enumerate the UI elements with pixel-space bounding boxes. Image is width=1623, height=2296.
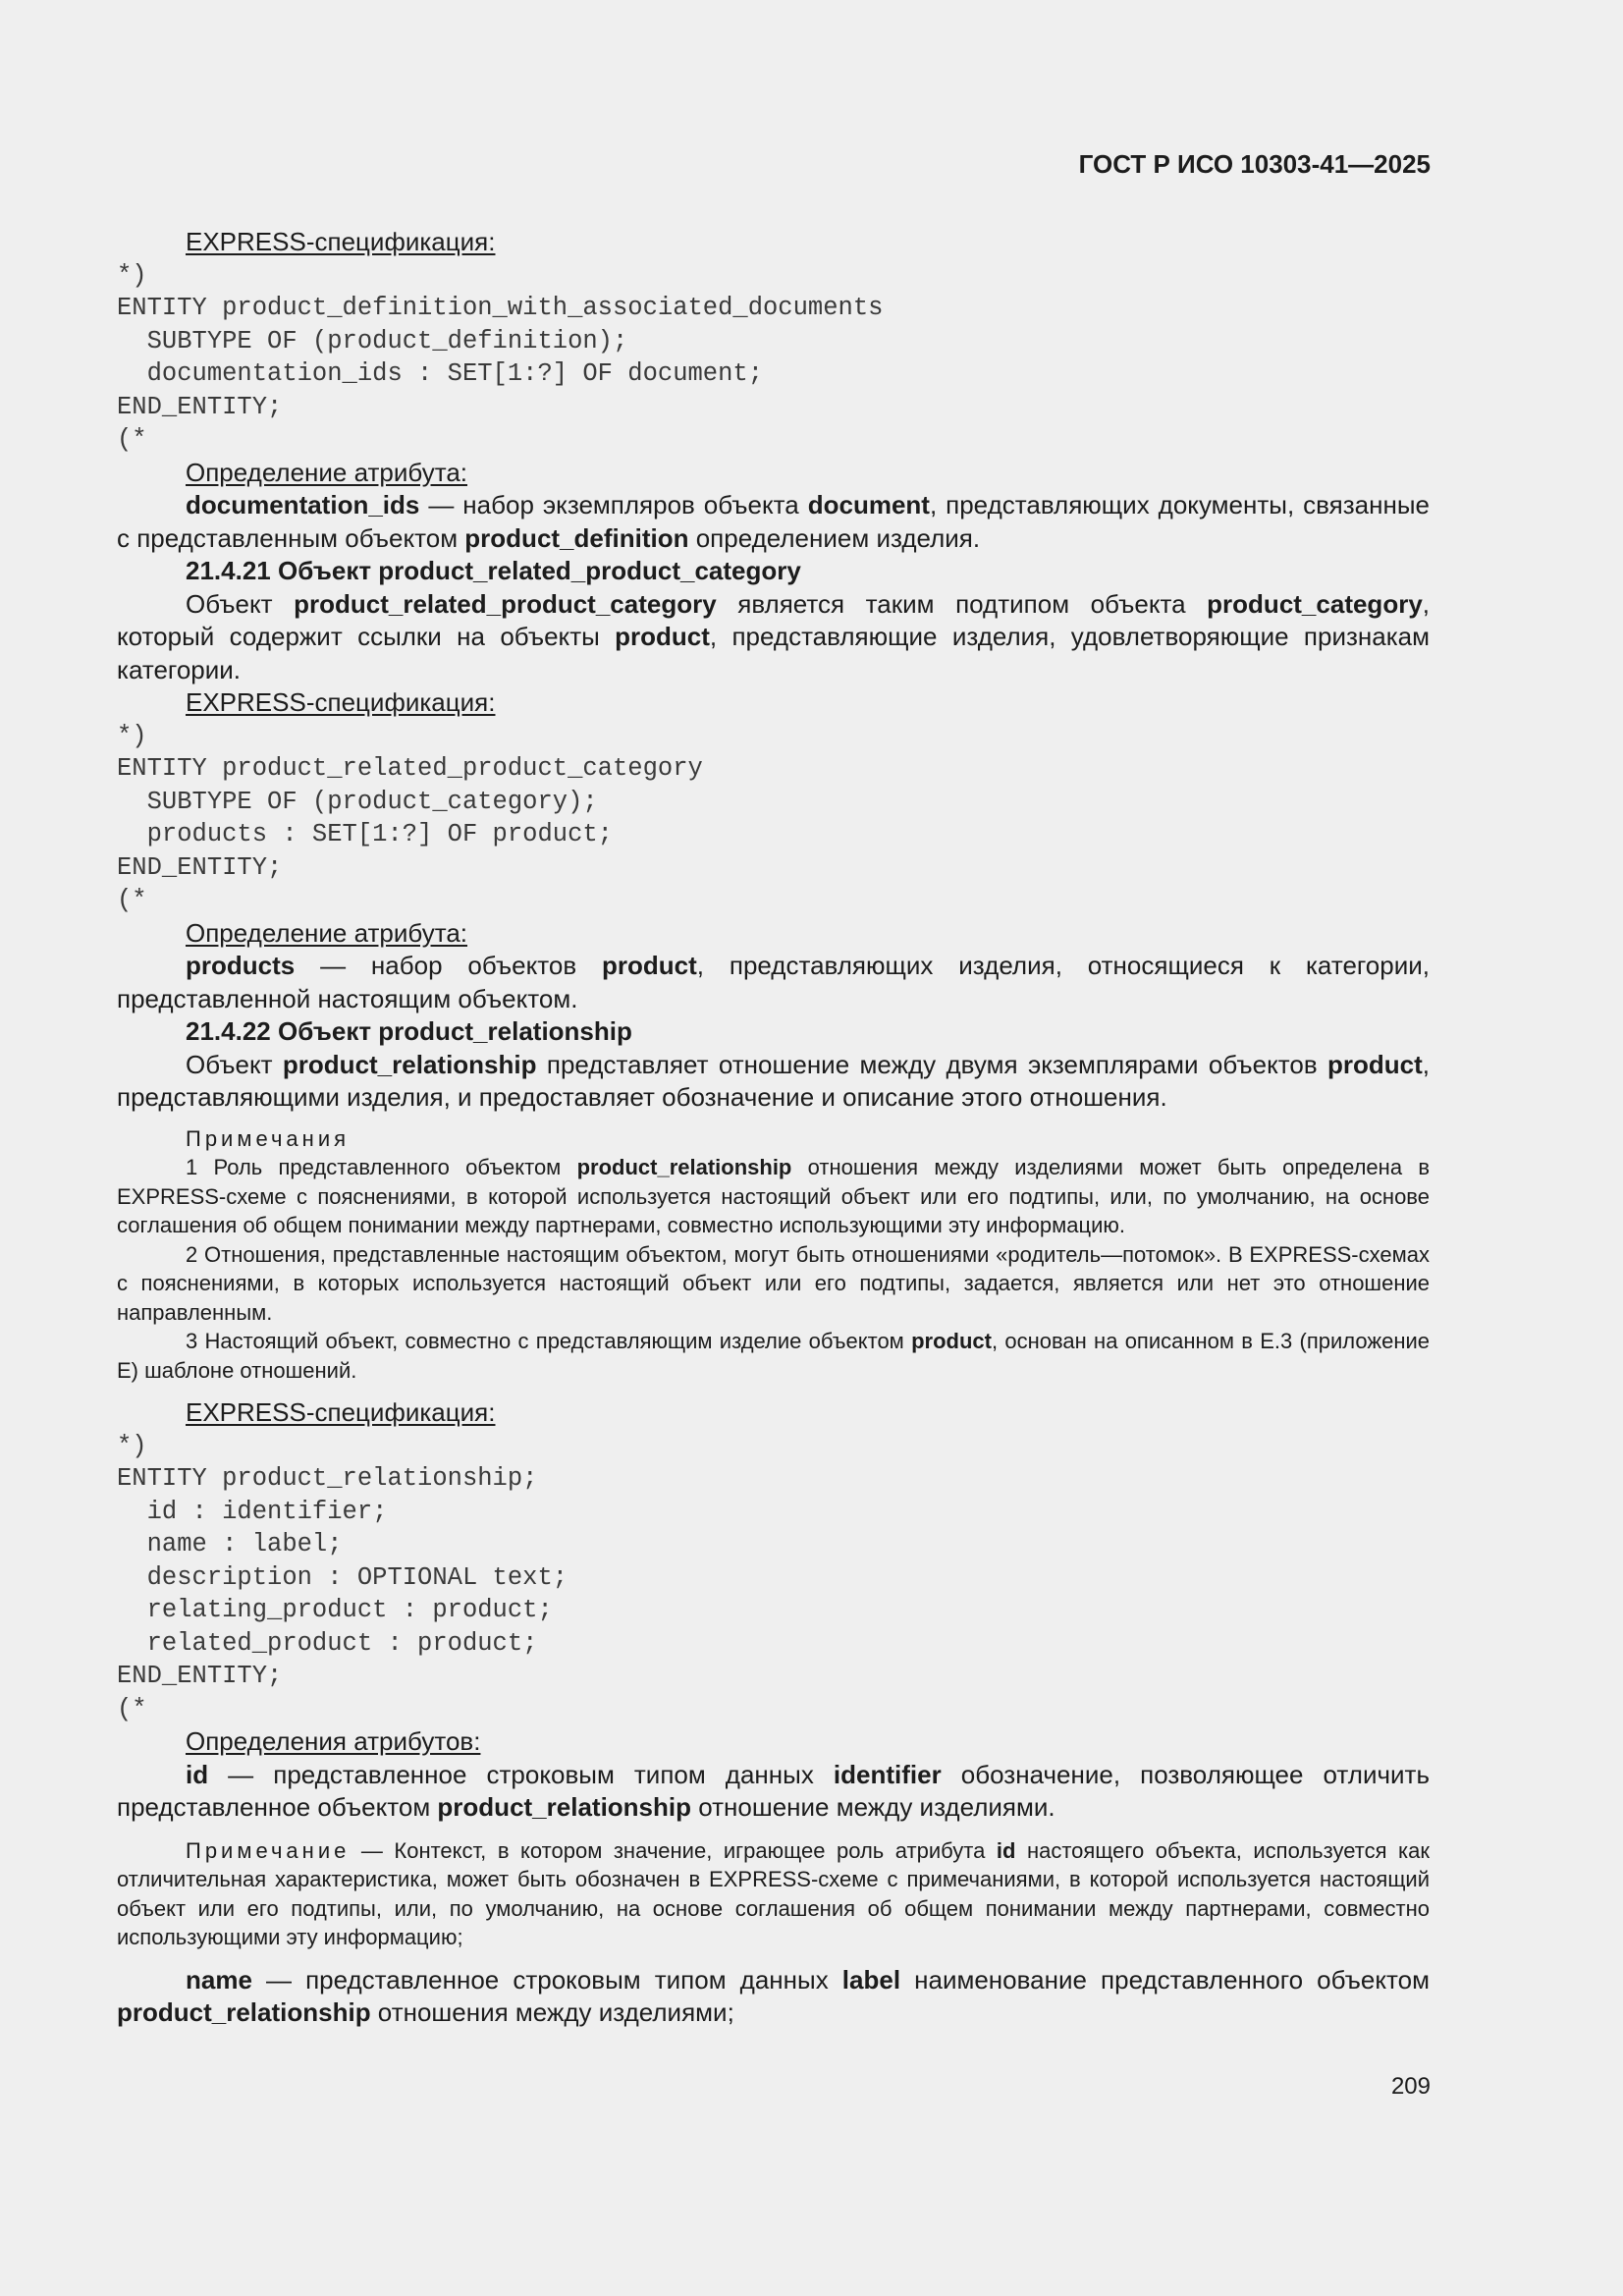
term: document bbox=[807, 490, 930, 519]
term: label bbox=[841, 1964, 901, 1995]
text: отношение между изделиями. bbox=[691, 1792, 1055, 1822]
text: — представленное строковым типом данных bbox=[251, 1964, 842, 1995]
attribute-definition-label: Определение атрибута: bbox=[186, 457, 468, 487]
spacer bbox=[117, 1385, 1430, 1396]
definition-name bbox=[117, 1964, 1430, 2030]
text: настоящего объекта, используется как отличительная характеристика, может быть обозначен в EXPRESS-схеме с примечаниями, в которой используется настоящий объект или его подтипы, или, по умолчанию, на основе соглашения об общем понимании между партнерами, совместно использующими эту информацию; bbox=[117, 1837, 1430, 1949]
term: product bbox=[911, 1329, 992, 1353]
page-content bbox=[117, 226, 1430, 2030]
document-header: ГОСТ Р ИСО 10303-41—2025 bbox=[1078, 149, 1431, 179]
definition-documentation-ids bbox=[117, 489, 1430, 555]
section-heading-21-4-21: 21.4.21 Объект product_related_product_category bbox=[186, 556, 801, 585]
code-block-1: *) ENTITY product_definition_with_associated_documents SUBTYPE OF (product_definition); documentation_ids : SET[1:?] OF document; END_ENTITY; (* bbox=[117, 260, 884, 454]
term: products bbox=[186, 951, 296, 980]
express-spec-label: EXPRESS-спецификация: bbox=[186, 227, 496, 256]
term: product_related_product_category bbox=[294, 588, 717, 619]
text: — набор экземпляров объекта bbox=[419, 490, 808, 519]
code-block-2: *) ENTITY product_related_product_category SUBTYPE OF (product_category); products : SET[1:?] OF product; END_ENTITY; (* bbox=[117, 721, 703, 914]
page-number: 209 bbox=[1390, 2073, 1431, 2100]
term: product_relationship bbox=[576, 1155, 792, 1179]
text: определением изделия. bbox=[688, 522, 981, 553]
attribute-definition-label: Определение атрибута: bbox=[186, 917, 468, 948]
note-3 bbox=[117, 1327, 1430, 1385]
spacer bbox=[117, 1825, 1430, 1836]
text: обозначение, позволяющее отличить представленное объектом bbox=[117, 1759, 1430, 1822]
spacer bbox=[117, 1952, 1430, 1964]
text: 3 Настоящий объект, совместно с представляющим изделие объектом bbox=[186, 1329, 912, 1353]
express-spec-label: EXPRESS-спецификация: bbox=[186, 1397, 496, 1427]
text: — представленное строковым типом данных bbox=[208, 1759, 834, 1789]
text: отношения между изделиями может быть определена в EXPRESS-схеме с пояснениями, в которой используется настоящий объект или его подтипы, или, по умолчанию, на основе соглашения об общем понимании между партнерами, совместно использующими эту информацию. bbox=[117, 1155, 1431, 1237]
term: product_relationship bbox=[437, 1792, 691, 1822]
term: product bbox=[1327, 1049, 1423, 1079]
text: , который содержит ссылки на объекты bbox=[117, 588, 1431, 651]
term: product_category bbox=[1207, 588, 1423, 619]
term: product_relationship bbox=[117, 1997, 371, 2027]
note-title: Примечание bbox=[186, 1837, 351, 1863]
text: наименование представленного объектом bbox=[900, 1964, 1430, 1995]
term: identifier bbox=[833, 1759, 942, 1789]
term: documentation_ids bbox=[186, 490, 420, 519]
text: — набор объектов bbox=[295, 951, 603, 980]
note-1 bbox=[117, 1153, 1430, 1240]
text: , основан на описанном в Е.3 (приложение Е) шаблоне отношений. bbox=[117, 1329, 1430, 1383]
definition-products bbox=[117, 950, 1430, 1015]
text: , представляющими изделия, и предоставляет обозначение и описание этого отношения. bbox=[117, 1049, 1431, 1112]
text: , представляющих документы, связанные с представленным объектом bbox=[117, 490, 1430, 553]
section-21-4-21-paragraph bbox=[117, 588, 1430, 687]
term: product bbox=[615, 622, 710, 651]
note-id bbox=[117, 1836, 1430, 1952]
term: product bbox=[602, 951, 697, 980]
definition-id bbox=[117, 1759, 1430, 1825]
text: , представляющие изделия, удовлетворяющие признакам категории. bbox=[117, 622, 1430, 684]
text: 1 Роль представленного объектом bbox=[186, 1155, 577, 1179]
note-2: 2 Отношения, представленные настоящим объектом, могут быть отношениями «родитель—потомок». В EXPRESS-схемах с пояснениями, в которых используется настоящий объект или его подтипы, задается, является или нет это отношение направленным. bbox=[117, 1241, 1430, 1325]
term: product_definition bbox=[464, 522, 689, 553]
term: id bbox=[186, 1759, 209, 1789]
text: представляет отношение между двумя экземплярами объектов bbox=[536, 1049, 1328, 1079]
text: — Контекст, в котором значение, играющее роль атрибута bbox=[350, 1837, 997, 1863]
text: является таким подтипом объекта bbox=[716, 588, 1208, 619]
section-21-4-22-paragraph bbox=[117, 1049, 1430, 1115]
text: отношения между изделиями; bbox=[370, 1997, 734, 2027]
text: , представляющих изделия, относящиеся к категории, представленной настоящим объектом. bbox=[117, 951, 1431, 1013]
text: Объект bbox=[186, 588, 295, 619]
code-block-3: *) ENTITY product_relationship; id : identifier; name : label; description : OPTIONAL text; relating_product : product; related_product : product; END_ENTITY; (* bbox=[117, 1431, 568, 1723]
term: product_relationship bbox=[282, 1049, 537, 1079]
attributes-definition-label: Определения атрибутов: bbox=[186, 1726, 481, 1756]
express-spec-label: EXPRESS-спецификация: bbox=[186, 687, 496, 717]
term: name bbox=[186, 1964, 252, 1995]
text: Объект bbox=[186, 1049, 283, 1079]
notes-title: Примечания bbox=[186, 1125, 351, 1151]
term: id bbox=[996, 1837, 1016, 1863]
section-heading-21-4-22: 21.4.22 Объект product_relationship bbox=[186, 1016, 632, 1046]
